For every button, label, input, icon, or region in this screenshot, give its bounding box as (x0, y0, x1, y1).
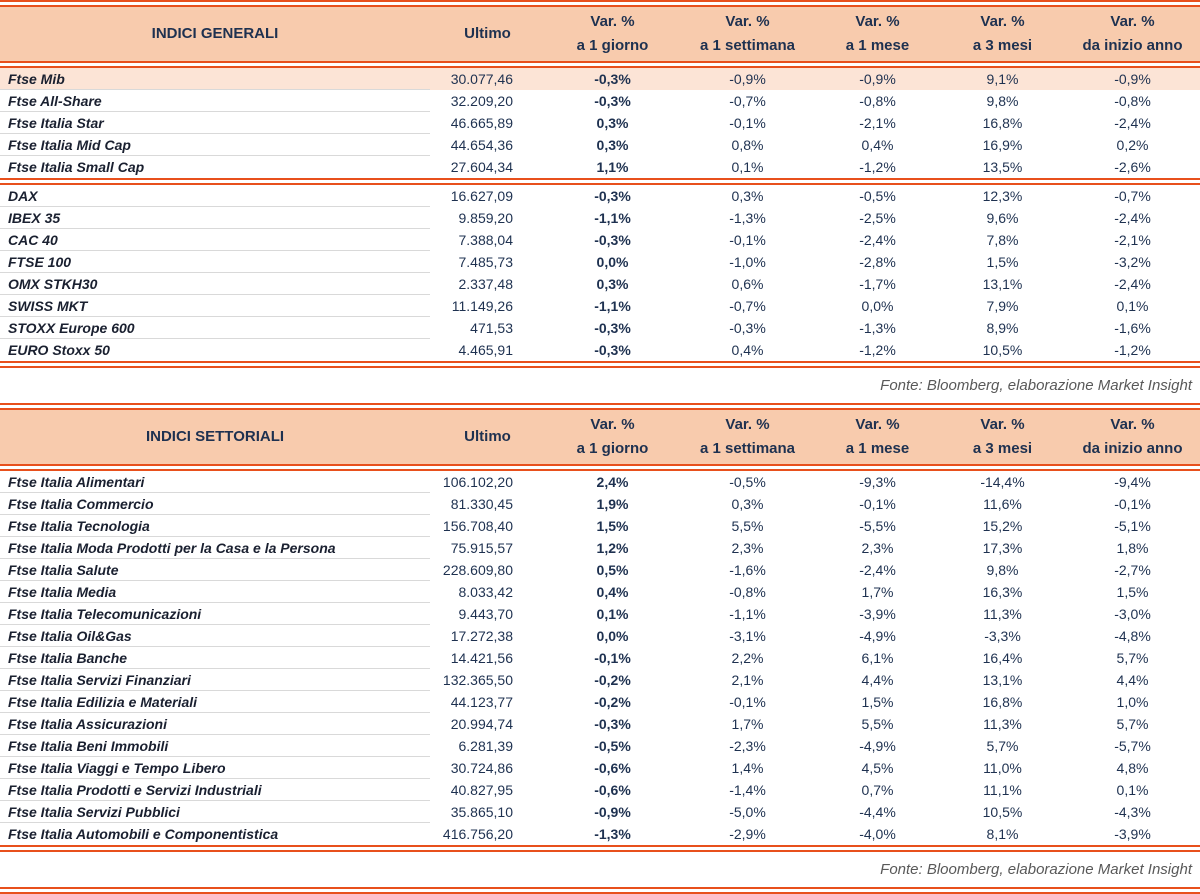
group-divider (0, 178, 1200, 185)
var-3m-cell: 9,6% (986, 210, 1019, 226)
col-header-line2: a 1 giorno (576, 440, 649, 457)
index-name-cell: Ftse Italia Tecnologia (0, 515, 430, 537)
var-ytd-cell: -1,2% (1114, 342, 1151, 358)
var-3m-cell: 11,3% (983, 606, 1022, 622)
col-header-line2: a 1 mese (845, 440, 910, 457)
var-1w-cell: -5,0% (729, 804, 766, 820)
col-header-line1: Var. % (1110, 13, 1155, 30)
table-body (0, 68, 1200, 361)
var-1w-cell: -0,1% (729, 232, 766, 248)
var-1m-cell: -2,8% (859, 254, 896, 270)
ultimo-cell: 44.123,77 (450, 694, 513, 710)
var-3m-cell: 10,5% (982, 804, 1023, 820)
var-3m-cell: 12,3% (982, 188, 1023, 204)
var-1w-cell: -2,3% (729, 738, 766, 754)
var-1m-cell: 0,4% (861, 137, 894, 153)
index-name-cell: Ftse Italia Banche (0, 647, 430, 669)
index-row (0, 68, 1200, 90)
index-name-cell: Ftse Italia Oil&Gas (0, 625, 430, 647)
var-1d-cell: 0,0% (596, 628, 629, 644)
var-1m-cell: 0,0% (861, 298, 894, 314)
index-name-cell: Ftse Italia Servizi Finanziari (0, 669, 430, 691)
var-ytd-cell: -0,7% (1114, 188, 1151, 204)
var-1d-cell: -0,6% (594, 760, 631, 776)
table-top-border (0, 0, 1200, 7)
var-ytd-cell: 4,4% (1116, 672, 1149, 688)
index-name-cell: Ftse Italia Salute (0, 559, 430, 581)
col-header-line2: a 1 settimana (699, 37, 796, 54)
index-row (0, 691, 1200, 713)
ultimo-cell: 32.209,20 (450, 93, 513, 109)
ultimo-cell: 7.485,73 (458, 254, 513, 270)
var-ytd-cell: 1,8% (1116, 540, 1149, 556)
index-name-cell: Ftse Italia Media (0, 581, 430, 603)
var-1d-cell: -0,6% (594, 782, 631, 798)
ultimo-cell: 416.756,20 (442, 826, 513, 842)
var-1d-cell: 0,5% (596, 562, 629, 578)
ultimo-cell: 30.724,86 (450, 760, 513, 776)
var-3m-cell: 13,1% (982, 672, 1023, 688)
col-header-line1: Var. % (855, 416, 900, 433)
index-row (0, 156, 1200, 178)
col-header-line2: a 3 mesi (972, 440, 1033, 457)
var-1d-cell: 0,1% (596, 606, 629, 622)
var-1d-cell: -0,3% (594, 716, 631, 732)
var-3m-cell: -14,4% (980, 474, 1025, 490)
index-row (0, 295, 1200, 317)
index-name-cell: Ftse Italia Mid Cap (0, 134, 430, 156)
col-header-line1: Var. % (855, 13, 900, 30)
col-header-var-inizio-anno (1065, 410, 1200, 464)
index-name-cell: Ftse Italia Beni Immobili (0, 735, 430, 757)
var-1m-cell: -0,1% (859, 496, 896, 512)
var-3m-cell: -3,3% (984, 628, 1021, 644)
var-1w-cell: 0,1% (731, 159, 764, 175)
var-ytd-cell: -0,9% (1114, 71, 1151, 87)
var-3m-cell: 11,1% (983, 782, 1022, 798)
index-name-cell: Ftse All-Share (0, 90, 430, 112)
col-header-var-3-mesi (940, 7, 1065, 61)
var-1m-cell: 0,7% (861, 782, 894, 798)
var-1m-cell: -4,9% (859, 738, 896, 754)
ultimo-cell: 20.994,74 (450, 716, 513, 732)
index-row (0, 823, 1200, 845)
col-header-line1: Var. % (725, 13, 770, 30)
index-row (0, 207, 1200, 229)
index-row (0, 471, 1200, 493)
var-1d-cell: 0,3% (596, 137, 629, 153)
index-name-cell: FTSE 100 (0, 251, 430, 273)
ultimo-cell: 132.365,50 (442, 672, 513, 688)
var-1w-cell: -0,8% (729, 584, 766, 600)
ultimo-cell: 11.149,26 (451, 298, 513, 314)
var-3m-cell: 16,3% (982, 584, 1023, 600)
header-divider (0, 464, 1200, 471)
table-bottom-border (0, 361, 1200, 368)
var-3m-cell: 15,2% (982, 518, 1023, 534)
var-ytd-cell: -3,0% (1114, 606, 1151, 622)
var-1m-cell: 4,4% (861, 672, 894, 688)
col-header-line1: Var. % (980, 13, 1025, 30)
index-name-cell: Ftse Italia Servizi Pubblici (0, 801, 430, 823)
var-ytd-cell: -2,1% (1114, 232, 1151, 248)
ultimo-cell: 75.915,57 (450, 540, 513, 556)
index-row (0, 251, 1200, 273)
var-1d-cell: -1,1% (594, 298, 631, 314)
var-ytd-cell: 5,7% (1116, 716, 1149, 732)
var-1w-cell: 2,1% (731, 672, 764, 688)
var-3m-cell: 16,8% (982, 694, 1023, 710)
index-name-cell: CAC 40 (0, 229, 430, 251)
var-3m-cell: 5,7% (986, 738, 1019, 754)
var-1m-cell: -1,2% (859, 159, 896, 175)
source-note: Fonte: Bloomberg, elaborazione Market Insight (880, 377, 1192, 394)
var-3m-cell: 11,3% (983, 716, 1022, 732)
index-name-cell: Ftse Italia Edilizia e Materiali (0, 691, 430, 713)
col-header-ultimo: Ultimo (464, 428, 511, 445)
ultimo-cell: 2.337,48 (458, 276, 513, 292)
var-ytd-cell: -3,9% (1114, 826, 1151, 842)
var-ytd-cell: -4,3% (1114, 804, 1151, 820)
index-name-cell: SWISS MKT (0, 295, 430, 317)
index-row (0, 779, 1200, 801)
var-1m-cell: 4,5% (861, 760, 894, 776)
var-3m-cell: 16,4% (982, 650, 1023, 666)
var-3m-cell: 7,9% (986, 298, 1019, 314)
index-name-cell: Ftse Italia Viaggi e Tempo Libero (0, 757, 430, 779)
ultimo-cell: 81.330,45 (450, 496, 513, 512)
index-name-cell: Ftse Mib (0, 68, 430, 90)
var-1m-cell: -5,5% (859, 518, 896, 534)
index-row (0, 757, 1200, 779)
ultimo-cell: 4.465,91 (458, 342, 513, 358)
var-ytd-cell: -2,4% (1114, 276, 1151, 292)
var-1w-cell: 0,3% (731, 188, 764, 204)
var-ytd-cell: 4,8% (1116, 760, 1149, 776)
col-header-line1: Var. % (980, 416, 1025, 433)
index-row (0, 515, 1200, 537)
index-row (0, 801, 1200, 823)
var-3m-cell: 8,1% (986, 826, 1019, 842)
ultimo-cell: 9.859,20 (458, 210, 513, 226)
col-header-var-1-settimana (680, 7, 815, 61)
var-1d-cell: 1,1% (596, 159, 629, 175)
index-name-cell: Ftse Italia Telecomunicazioni (0, 603, 430, 625)
var-1d-cell: -0,3% (594, 232, 631, 248)
var-1w-cell: -3,1% (729, 628, 766, 644)
var-1w-cell: -1,4% (729, 782, 766, 798)
var-1m-cell: -2,1% (859, 115, 896, 131)
var-ytd-cell: -2,6% (1114, 159, 1151, 175)
col-header-ultimo: Ultimo (464, 25, 511, 42)
col-header-var-1-giorno (545, 7, 680, 61)
var-ytd-cell: -5,1% (1114, 518, 1151, 534)
ultimo-cell: 40.827,95 (450, 782, 513, 798)
indici-settoriali-table (0, 410, 1200, 845)
ultimo-cell: 46.665,89 (450, 115, 513, 131)
col-header-var-1-giorno (545, 410, 680, 464)
index-row (0, 90, 1200, 112)
var-ytd-cell: 0,1% (1116, 782, 1149, 798)
var-1m-cell: -4,4% (859, 804, 896, 820)
var-1w-cell: -0,9% (729, 71, 766, 87)
var-1w-cell: -0,1% (729, 694, 766, 710)
col-header-line1: Var. % (725, 416, 770, 433)
var-ytd-cell: -3,2% (1114, 254, 1151, 270)
ultimo-cell: 6.281,39 (458, 738, 513, 754)
index-row (0, 713, 1200, 735)
var-ytd-cell: -9,4% (1114, 474, 1151, 490)
var-3m-cell: 9,8% (986, 93, 1019, 109)
var-1w-cell: 2,2% (731, 650, 764, 666)
var-1w-cell: -1,0% (729, 254, 766, 270)
var-ytd-cell: 0,2% (1116, 137, 1149, 153)
index-row (0, 735, 1200, 757)
var-1m-cell: -4,9% (859, 628, 896, 644)
var-1m-cell: -2,4% (859, 232, 896, 248)
col-header-var-1-mese (815, 7, 940, 61)
var-1d-cell: -0,2% (594, 694, 631, 710)
var-1w-cell: 1,7% (731, 716, 764, 732)
var-1m-cell: -3,9% (859, 606, 896, 622)
index-row (0, 317, 1200, 339)
ultimo-cell: 156.708,40 (442, 518, 513, 534)
ultimo-cell: 7.388,04 (458, 232, 513, 248)
var-1d-cell: -0,3% (594, 93, 631, 109)
var-1d-cell: -0,1% (594, 650, 631, 666)
var-ytd-cell: 0,1% (1116, 298, 1149, 314)
index-row (0, 112, 1200, 134)
var-1w-cell: -0,1% (729, 115, 766, 131)
col-header-line2: a 1 giorno (576, 37, 649, 54)
var-3m-cell: 8,9% (986, 320, 1019, 336)
var-1d-cell: -0,5% (594, 738, 631, 754)
col-header-var-1-settimana (680, 410, 815, 464)
var-1m-cell: -0,8% (859, 93, 896, 109)
ultimo-cell: 471,53 (470, 320, 513, 336)
var-1d-cell: 0,0% (596, 254, 629, 270)
table-top-border (0, 403, 1200, 410)
var-1d-cell: 0,4% (596, 584, 629, 600)
index-name-cell: Ftse Italia Moda Prodotti per la Casa e la Persona (0, 537, 430, 559)
index-row (0, 134, 1200, 156)
index-row (0, 537, 1200, 559)
col-header-line2: a 3 mesi (972, 37, 1033, 54)
table-body (0, 471, 1200, 845)
table-header-row (0, 7, 1200, 61)
var-ytd-cell: -4,8% (1114, 628, 1151, 644)
var-3m-cell: 17,3% (982, 540, 1023, 556)
index-name-cell: Ftse Italia Commercio (0, 493, 430, 515)
var-1w-cell: -0,3% (729, 320, 766, 336)
var-1w-cell: 1,4% (731, 760, 764, 776)
index-row (0, 603, 1200, 625)
var-1d-cell: -0,3% (594, 71, 631, 87)
var-3m-cell: 10,5% (982, 342, 1023, 358)
index-row (0, 647, 1200, 669)
var-1m-cell: -1,7% (859, 276, 896, 292)
var-1w-cell: -2,9% (729, 826, 766, 842)
var-1m-cell: -9,3% (859, 474, 896, 490)
var-1d-cell: 0,3% (596, 115, 629, 131)
ultimo-cell: 228.609,80 (442, 562, 513, 578)
index-name-cell: Ftse Italia Prodotti e Servizi Industriali (0, 779, 430, 801)
index-row (0, 625, 1200, 647)
var-ytd-cell: -2,4% (1114, 210, 1151, 226)
col-header-line1: Var. % (590, 13, 635, 30)
var-1d-cell: -1,3% (594, 826, 631, 842)
table-header-row (0, 410, 1200, 464)
col-header-var-3-mesi (940, 410, 1065, 464)
col-header-line2: a 1 settimana (699, 440, 796, 457)
var-1m-cell: -2,4% (859, 562, 896, 578)
var-1m-cell: -0,9% (859, 71, 896, 87)
index-row (0, 581, 1200, 603)
index-name-cell: Ftse Italia Automobili e Componentistica (8, 826, 279, 842)
index-name-cell: Ftse Italia Star (0, 112, 430, 134)
table-title: INDICI GENERALI (151, 25, 279, 42)
index-name-cell: STOXX Europe 600 (0, 317, 430, 339)
var-1d-cell: 1,9% (596, 496, 629, 512)
var-ytd-cell: -2,7% (1114, 562, 1151, 578)
ultimo-cell: 35.865,10 (450, 804, 513, 820)
var-3m-cell: 16,8% (982, 115, 1023, 131)
var-ytd-cell: 1,0% (1116, 694, 1149, 710)
var-1w-cell: -1,1% (729, 606, 766, 622)
ultimo-cell: 30.077,46 (450, 71, 513, 87)
ultimo-cell: 106.102,20 (442, 474, 513, 490)
var-ytd-cell: -0,1% (1114, 496, 1151, 512)
var-3m-cell: 9,1% (986, 71, 1019, 87)
var-1m-cell: -1,3% (859, 320, 896, 336)
var-1d-cell: 1,2% (596, 540, 629, 556)
source-note: Fonte: Bloomberg, elaborazione Market Insight (880, 861, 1192, 878)
var-3m-cell: 13,5% (982, 159, 1023, 175)
var-1m-cell: 5,5% (861, 716, 894, 732)
header-divider (0, 61, 1200, 68)
var-1d-cell: -0,3% (594, 188, 631, 204)
index-name-cell: IBEX 35 (0, 207, 430, 229)
var-3m-cell: 7,8% (986, 232, 1019, 248)
var-1w-cell: -0,7% (729, 93, 766, 109)
var-1d-cell: -0,3% (594, 342, 631, 358)
index-row (0, 229, 1200, 251)
var-1w-cell: 5,5% (731, 518, 764, 534)
table-bottom-border (0, 845, 1200, 852)
var-1d-cell: -0,2% (594, 672, 631, 688)
index-name-cell: Ftse Italia Small Cap (8, 159, 145, 175)
table-title: INDICI SETTORIALI (145, 428, 285, 445)
var-1m-cell: 1,7% (861, 584, 894, 600)
ultimo-cell: 14.421,56 (450, 650, 513, 666)
ultimo-cell: 8.033,42 (458, 584, 513, 600)
var-ytd-cell: -5,7% (1114, 738, 1151, 754)
var-1m-cell: -0,5% (859, 188, 896, 204)
ultimo-cell: 16.627,09 (450, 188, 513, 204)
var-ytd-cell: -1,6% (1114, 320, 1151, 336)
col-header-line2: da inizio anno (1082, 440, 1183, 457)
index-name-cell: Ftse Italia Alimentari (0, 471, 430, 493)
var-1w-cell: 0,8% (731, 137, 764, 153)
page-bottom-border (0, 887, 1200, 894)
index-name-cell: OMX STKH30 (0, 273, 430, 295)
var-3m-cell: 9,8% (986, 562, 1019, 578)
var-1m-cell: -2,5% (859, 210, 896, 226)
var-1m-cell: -4,0% (859, 826, 896, 842)
var-1w-cell: 2,3% (731, 540, 764, 556)
var-1w-cell: -1,3% (729, 210, 766, 226)
indici-generali-table (0, 7, 1200, 361)
var-ytd-cell: -2,4% (1114, 115, 1151, 131)
var-1d-cell: -0,9% (594, 804, 631, 820)
var-1w-cell: -0,7% (729, 298, 766, 314)
index-name-cell: EURO Stoxx 50 (8, 342, 110, 358)
col-header-line2: da inizio anno (1082, 37, 1183, 54)
col-header-var-1-mese (815, 410, 940, 464)
var-3m-cell: 11,0% (983, 760, 1022, 776)
var-1d-cell: -0,3% (594, 320, 631, 336)
var-1d-cell: 2,4% (596, 474, 629, 490)
var-1w-cell: 0,3% (731, 496, 764, 512)
index-row (0, 273, 1200, 295)
var-ytd-cell: 5,7% (1116, 650, 1149, 666)
var-1w-cell: 0,6% (731, 276, 764, 292)
col-header-var-inizio-anno (1065, 7, 1200, 61)
var-1m-cell: 6,1% (861, 650, 894, 666)
var-1d-cell: -1,1% (594, 210, 631, 226)
ultimo-cell: 17.272,38 (450, 628, 513, 644)
ultimo-cell: 44.654,36 (450, 137, 513, 153)
index-row (0, 559, 1200, 581)
var-ytd-cell: 1,5% (1116, 584, 1149, 600)
var-1d-cell: 0,3% (596, 276, 629, 292)
var-1w-cell: -0,5% (729, 474, 766, 490)
var-3m-cell: 11,6% (983, 496, 1022, 512)
ultimo-cell: 27.604,34 (450, 159, 513, 175)
index-row (0, 669, 1200, 691)
col-header-line2: a 1 mese (845, 37, 910, 54)
var-3m-cell: 1,5% (986, 254, 1019, 270)
index-row (0, 339, 1200, 361)
var-1w-cell: -1,6% (729, 562, 766, 578)
ultimo-cell: 9.443,70 (458, 606, 513, 622)
index-name-cell: Ftse Italia Assicurazioni (0, 713, 430, 735)
col-header-line1: Var. % (1110, 416, 1155, 433)
var-ytd-cell: -0,8% (1114, 93, 1151, 109)
var-1m-cell: 1,5% (861, 694, 894, 710)
col-header-line1: Var. % (590, 416, 635, 433)
index-name-cell: DAX (0, 185, 430, 207)
var-3m-cell: 16,9% (982, 137, 1023, 153)
var-1w-cell: 0,4% (731, 342, 764, 358)
var-3m-cell: 13,1% (982, 276, 1023, 292)
var-1d-cell: 1,5% (596, 518, 629, 534)
index-row (0, 493, 1200, 515)
var-1m-cell: -1,2% (859, 342, 896, 358)
var-1m-cell: 2,3% (861, 540, 894, 556)
index-row (0, 185, 1200, 207)
